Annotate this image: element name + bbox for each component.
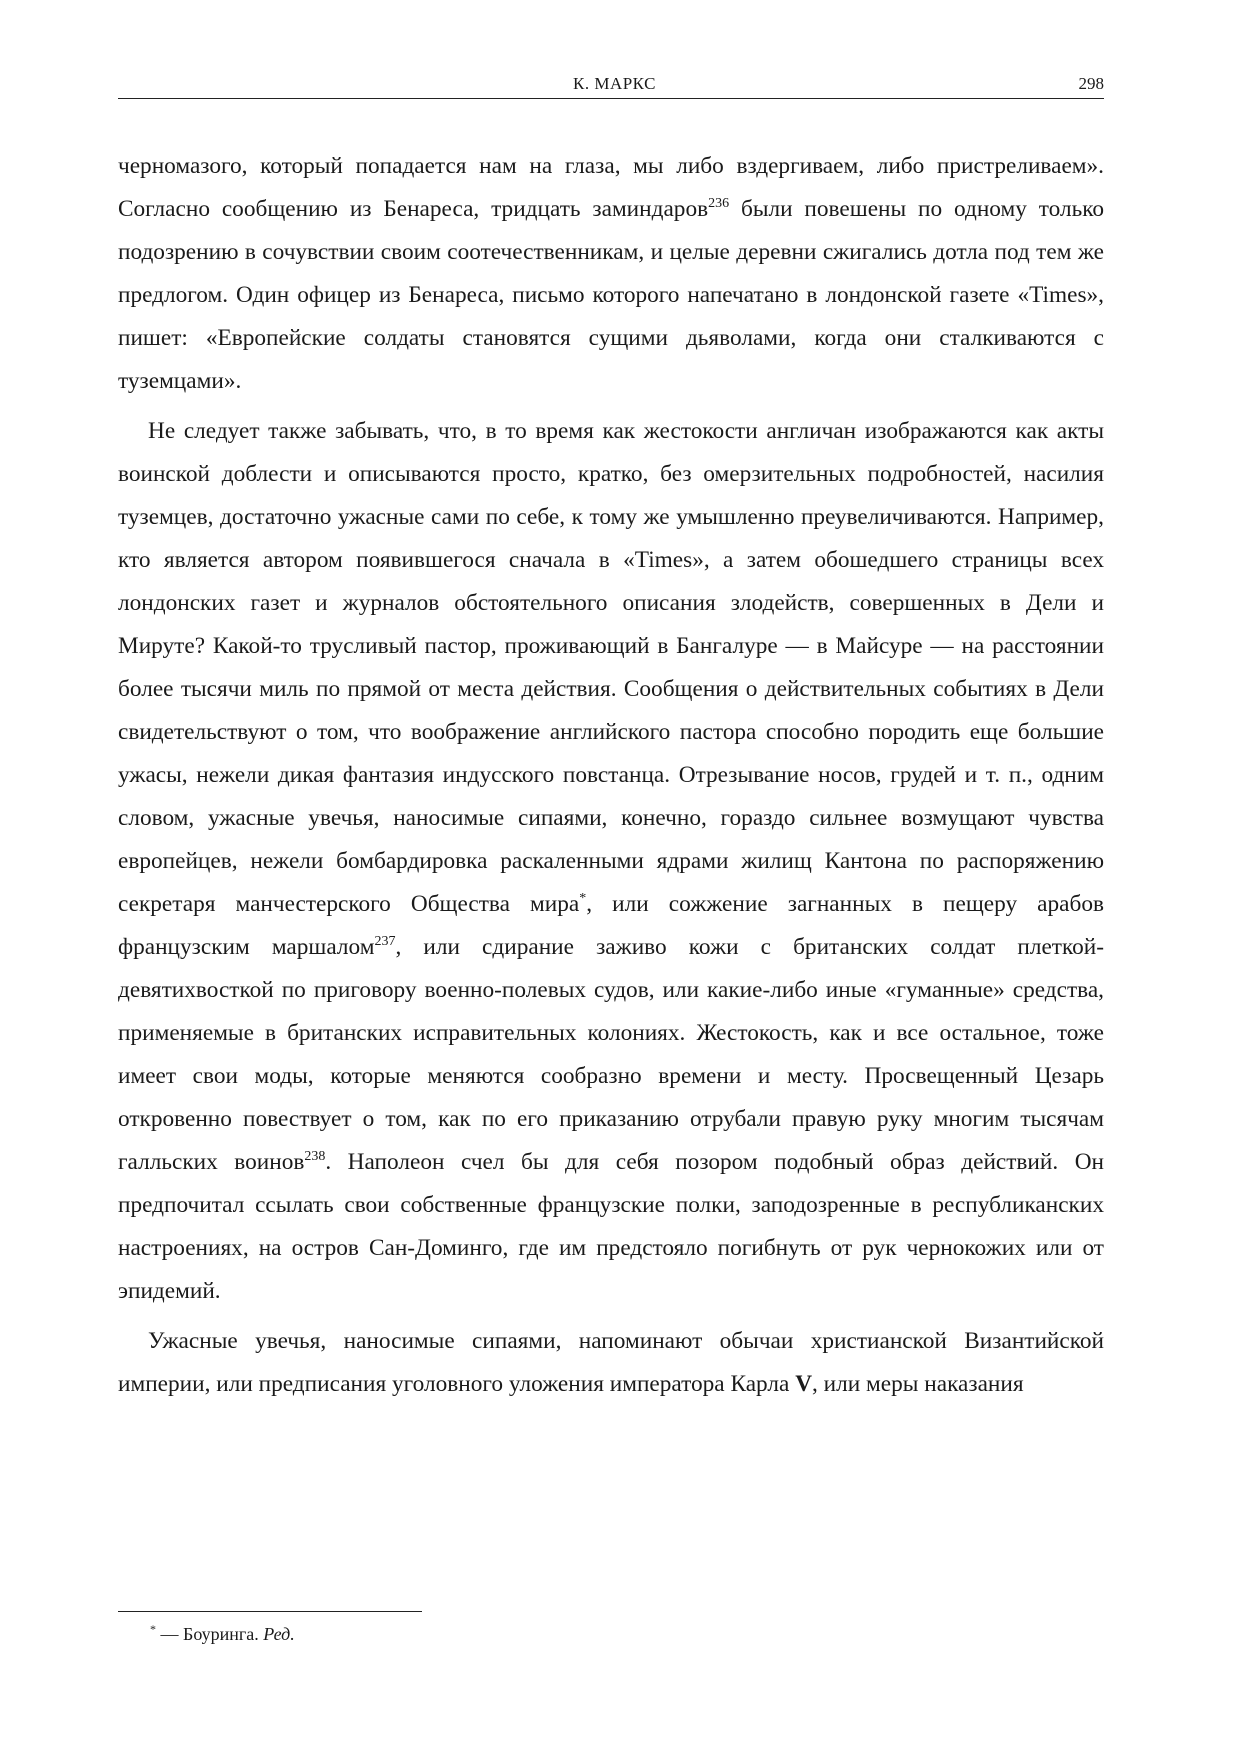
bold-roman-numeral: V — [795, 1371, 813, 1397]
running-title: К. МАРКС — [573, 74, 656, 93]
text-run: Ужасные увечья, наносимые сипаями, напоминают обычаи христианской Византийской империи, или предписания уголовного уложения императора Карла — [118, 1328, 1104, 1397]
paragraph-1 — [118, 145, 1104, 403]
running-header — [118, 74, 1104, 99]
endnote-ref-238: 238 — [304, 1149, 326, 1164]
endnote-ref-236: 236 — [708, 196, 730, 211]
text-run: , или сдирание заживо кожи с британских солдат плеткой-девятихвосткой по приговору военно-полевых судов, или какие-либо иные «гуманные» средства, применяемые в британских исправительных колониях. Жестокость, как и все остальное, тоже имеет свои моды, которые меняются сообразно времени и месту. Просвещенный Цезарь откровенно повествует о том, как по его приказанию отрубали правую руку многим тысячам галльских воинов — [118, 934, 1104, 1175]
text-run: , или сожжение загнанных в пещеру арабов французским маршалом — [118, 891, 1104, 960]
paragraph-3 — [118, 1320, 1104, 1406]
footnote-marker: * — [150, 1622, 156, 1636]
text-run: были повешены по одному только подозрению в сочувствии своим соотечественникам, и целые деревни сжигались дотла под тем же предлогом. Один офицер из Бенареса, письмо которого напечатано в лондонской газете «Times», пишет: «Европейские солдаты становятся сущими дьяволами, когда они сталкиваются с туземцами». — [118, 196, 1104, 394]
page-number: 298 — [1078, 74, 1104, 93]
footnote — [150, 1622, 295, 1646]
text-run: . Наполеон счел бы для себя позором подобный образ действий. Он предпочитал ссылать свои собственные французские полки, заподозренные в республиканских настроениях, на остров Сан-Доминго, где им предстояло погибнуть от рук чернокожих или от эпидемий. — [118, 1149, 1104, 1304]
footnote-text: — Боуринга. — [156, 1624, 264, 1644]
footnote-editor-mark: Ред. — [263, 1624, 295, 1644]
footnote-ref-asterisk: * — [579, 891, 587, 906]
endnote-ref-237: 237 — [374, 934, 396, 949]
text-run: Не следует также забывать, что, в то время как жестокости англичан изображаются как акты воинской доблести и описываются просто, кратко, без омерзительных подробностей, насилия туземцев, достаточно ужасные сами по себе, к тому же умышленно преувеличиваются. Например, кто является автором появившегося сначала в «Times», а затем обошедшего страницы всех лондонских газет и журналов обстоятельного описания злодейств, совершенных в Дели и Мируте? Какой-то трусливый пастор, проживающий в Бангалуре — в Майсуре — на расстоянии более тысячи миль по прямой от места действия. Сообщения о действительных событиях в Дели свидетельствуют о том, что воображение английского пастора способно породить еще большие ужасы, нежели дикая фантазия индусского повстанца. Отрезывание носов, грудей и т. п., одним словом, ужасные увечья, наносимые сипаями, конечно, гораздо сильнее возмущают чувства европейцев, нежели бомбардировка раскаленными ядрами жилищ Кантона по распоряжению секретаря манчестерского Общества мира — [118, 418, 1104, 917]
paragraph-2 — [118, 410, 1104, 1313]
text-run: , или меры наказания — [812, 1371, 1024, 1397]
main-text — [118, 145, 1104, 1406]
text-run: черномазого, который попадается нам на глаза, мы либо вздергиваем, либо пристреливаем». Согласно сообщению из Бенареса, тридцать заминдаров — [118, 153, 1104, 222]
footnote-separator — [118, 1611, 422, 1612]
